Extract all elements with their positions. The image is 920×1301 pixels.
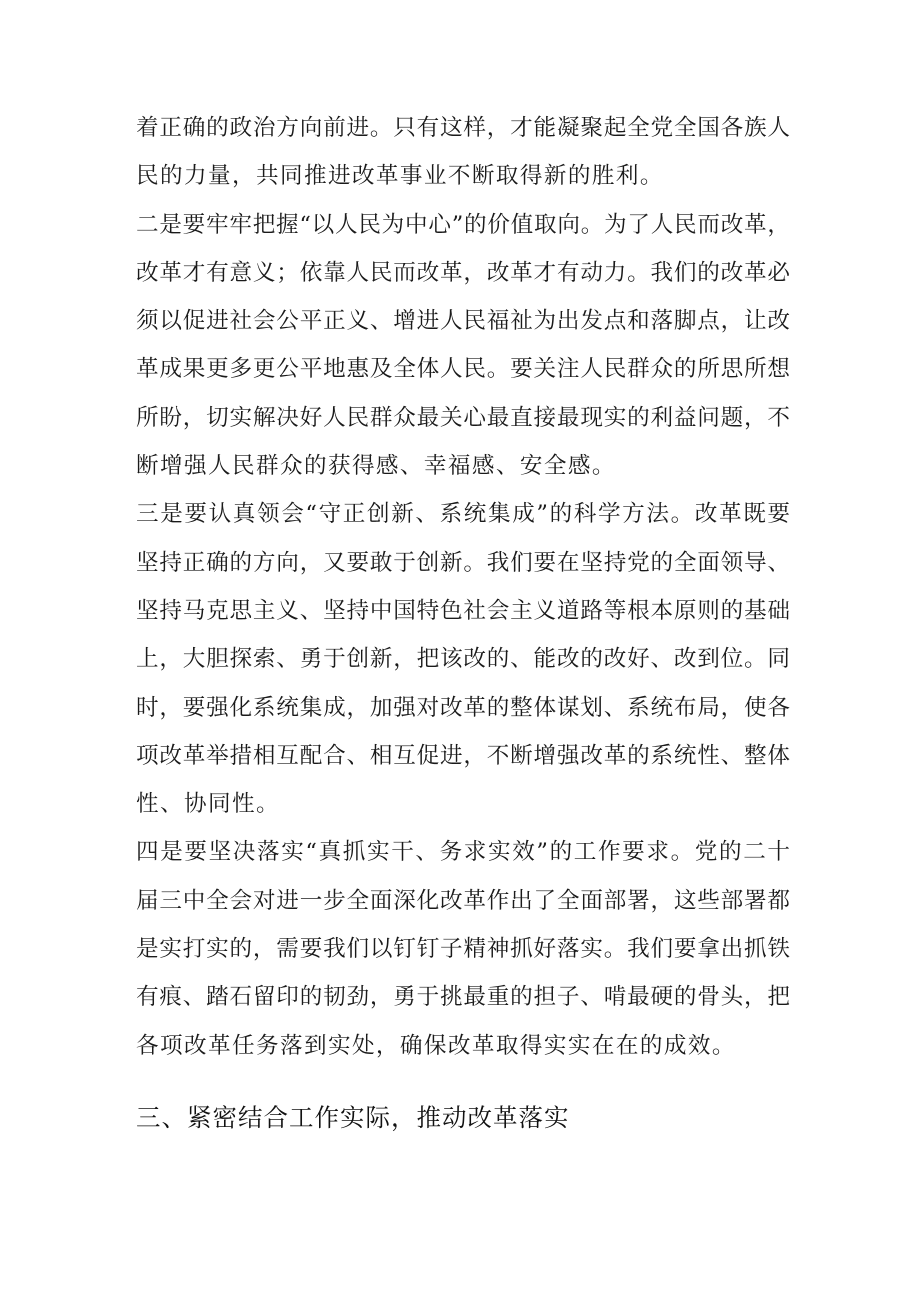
text-line: 性、协同性。: [136, 791, 280, 818]
paragraph: [136, 490, 790, 828]
text-line: 民的力量，共同推进改革事业不断取得新的胜利。: [136, 163, 664, 190]
document-body: [136, 104, 790, 1140]
text-line: 届三中全会对进一步全面深化改革作出了全面部署，这些部署都: [136, 887, 790, 914]
text-line: 项改革举措相互配合、相互促进，不断增强改革的系统性、整体: [136, 742, 790, 769]
paragraph: [136, 828, 790, 1069]
text-line: 断增强人民群众的获得感、幸福感、安全感。: [136, 453, 616, 480]
text-line: 时，要强化系统集成，加强对改革的整体谋划、系统布局，使各: [136, 694, 790, 721]
text-line: 三是要认真领会“守正创新、系统集成”的科学方法。改革既要: [136, 501, 790, 528]
text-line: 所盼，切实解决好人民群众最关心最直接最现实的利益问题，不: [136, 404, 790, 431]
text-line: 四是要坚决落实“真抓实干、务求实效”的工作要求。党的二十: [136, 839, 790, 866]
paragraph: [136, 201, 790, 491]
text-line: 着正确的政治方向前进。只有这样，才能凝聚起全党全国各族人: [136, 115, 790, 141]
text-line: 坚持正确的方向，又要敢于创新。我们要在坚持党的全面领导、: [136, 549, 790, 576]
text-line: 坚持马克思主义、坚持中国特色社会主义道路等根本原则的基础: [136, 597, 790, 624]
text-line: 上，大胆探索、勇于创新，把该改的、能改的改好、改到位。同: [136, 646, 790, 673]
text-line: 须以促进社会公平正义、增进人民福祉为出发点和落脚点，让改: [136, 308, 790, 335]
text-line: 有痕、踏石留印的韧劲，勇于挑最重的担子、啃最硬的骨头，把: [136, 984, 790, 1011]
text-line: 革成果更多更公平地惠及全体人民。要关注人民群众的所思所想: [136, 356, 790, 383]
text-line: 各项改革任务落到实处，确保改革取得实实在在的成效。: [136, 1032, 736, 1059]
text-line: 是实打实的，需要我们以钉钉子精神抓好落实。我们要拿出抓铁: [136, 936, 790, 963]
paragraph: [136, 104, 790, 201]
section-heading: 三、紧密结合工作实际，推动改革落实: [136, 1102, 570, 1132]
text-line: 二是要牢牢把握“以人民为中心”的价值取向。为了人民而改革，: [136, 211, 790, 238]
text-line: 改革才有意义；依靠人民而改革，改革才有动力。我们的改革必: [136, 259, 790, 286]
